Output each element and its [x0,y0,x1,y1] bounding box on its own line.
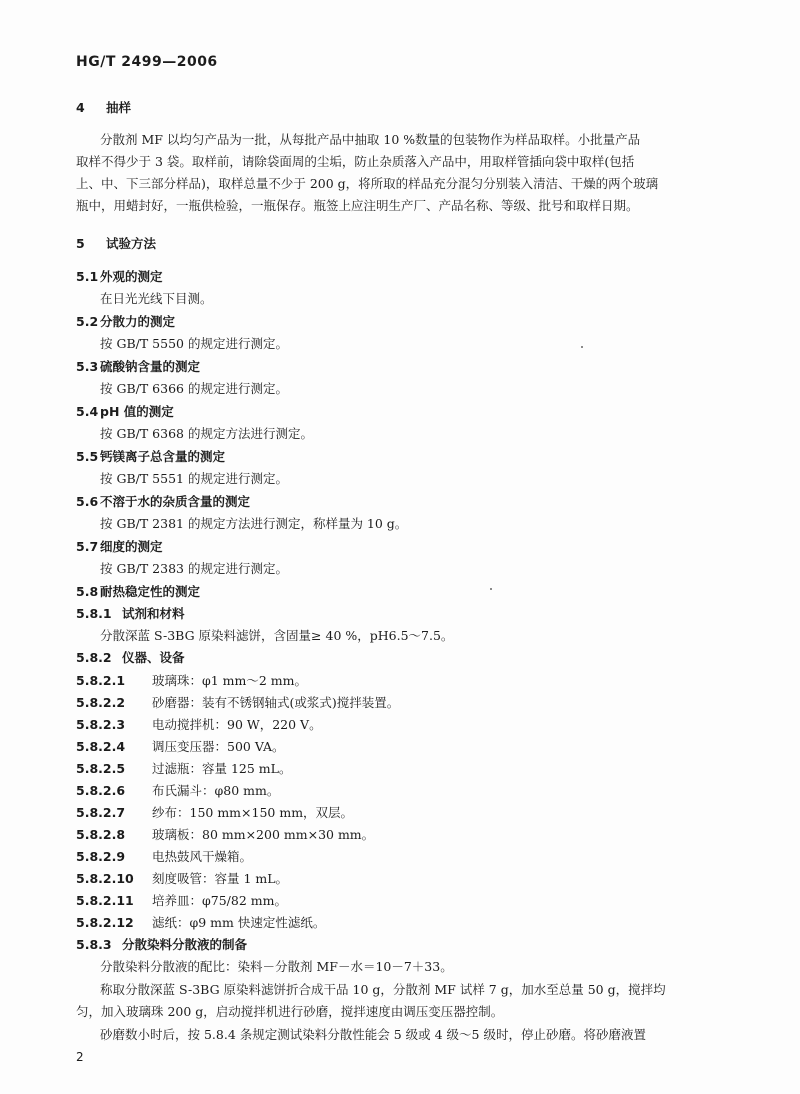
subsection-heading: 5.1 外观的测定 [76,269,163,284]
subsection-heading: 5.8.3 分散染料分散液的制备 [76,937,248,952]
subsection-heading: 5.2 分散力的测定 [76,314,176,329]
section-4-heading [76,100,131,116]
section-number: 5 [76,236,85,251]
subsection-heading: 5.6 不溶于水的杂质含量的测定 [76,494,251,509]
subsection-body: 按 GB/T 6366 的规定进行测定。 [100,381,288,396]
section-title: 抽样 [106,100,132,115]
equipment-item: 5.8.2.11 培养皿：φ75/82 mm。 [76,893,287,908]
subsection-body: 按 GB/T 2383 的规定进行测定。 [100,561,288,576]
paragraph-line: 分散剂 MF 以均匀产品为一批，从每批产品中抽取 10 %数量的包装物作为样品取样。小批量产品 [100,132,641,147]
subsection-heading: 5.7 细度的测定 [76,539,163,554]
equipment-item: 5.8.2.3 电动搅拌机：90 W，220 V。 [76,717,322,732]
paragraph-line: 分散染料分散液的配比：染料－分散剂 MF－水＝10－7＋33。 [100,959,453,974]
equipment-item: 5.8.2.9 电热鼓风干燥箱。 [76,849,253,864]
equipment-item: 5.8.2.2 砂磨器：装有不锈钢轴式(或浆式)搅拌装置。 [76,695,400,710]
equipment-item: 5.8.2.1 玻璃珠：φ1 mm～2 mm。 [76,673,308,688]
equipment-item: 5.8.2.4 调压变压器：500 VA。 [76,739,285,754]
subsection-body: 按 GB/T 2381 的规定方法进行测定，称样量为 10 g。 [100,516,408,531]
paragraph-line: 取样不得少于 3 袋。取样前，请除袋面周的尘垢，防止杂质落入产品中，用取样管插向袋中取样(包括 [76,154,635,169]
paragraph-line: 瓶中，用蜡封好，一瓶供检验，一瓶保存。瓶签上应注明生产厂、产品名称、等级、批号和取样日期。 [76,198,639,213]
subsection-body: 按 GB/T 5550 的规定进行测定。 [100,336,288,351]
standard-code: HG/T 2499—2006 [76,54,218,70]
section-5-heading [76,236,156,252]
subsection-heading: 5.8.1 试剂和材料 [76,606,185,621]
subsection-heading: 5.4 pH 值的测定 [76,404,174,419]
subsection-heading: 5.8.2 仪器、设备 [76,650,185,665]
equipment-item: 5.8.2.8 玻璃板：80 mm×200 mm×30 mm。 [76,827,375,842]
subsection-body: 在日光光线下目测。 [100,291,213,306]
subsection-heading: 5.3 硫酸钠含量的测定 [76,359,201,374]
paragraph-line: 称取分散深蓝 S-3BG 原染料滤饼折合成干品 10 g，分散剂 MF 试样 7 g，加水至总量 50 g，搅拌均 [100,982,666,997]
section-number: 4 [76,100,85,115]
section-title: 试验方法 [106,236,157,251]
subsection-heading: 5.5 钙镁离子总含量的测定 [76,449,226,464]
equipment-item: 5.8.2.7 纱布：150 mm×150 mm，双层。 [76,805,354,820]
subsection-body: 分散深蓝 S-3BG 原染料滤饼，含固量≥ 40 %，pH6.5～7.5。 [100,628,454,643]
scan-speck [490,588,492,590]
subsection-body: 按 GB/T 5551 的规定进行测定。 [100,471,288,486]
equipment-item: 5.8.2.6 布氏漏斗：φ80 mm。 [76,783,280,798]
equipment-item: 5.8.2.12 滤纸：φ9 mm 快速定性滤纸。 [76,915,326,930]
page-number: 2 [76,1050,84,1064]
subsection-body: 按 GB/T 6368 的规定方法进行测定。 [100,426,313,441]
paragraph-line: 砂磨数小时后，按 5.8.4 条规定测试染料分散性能会 5 级或 4 级～5 级时，停止砂磨。将砂磨液置 [100,1027,646,1042]
equipment-item: 5.8.2.5 过滤瓶：容量 125 mL。 [76,761,292,776]
subsection-heading: 5.8 耐热稳定性的测定 [76,584,201,599]
equipment-item: 5.8.2.10 刻度吸管：容量 1 mL。 [76,871,289,886]
paragraph-line: 匀，加入玻璃珠 200 g，启动搅拌机进行砂磨，搅拌速度由调压变压器控制。 [76,1004,504,1019]
paragraph-line: 上、中、下三部分样品)，取样总量不少于 200 g，将所取的样品充分混匀分别装入清洁、干燥的两个玻璃 [76,176,659,191]
scan-speck [581,346,583,348]
